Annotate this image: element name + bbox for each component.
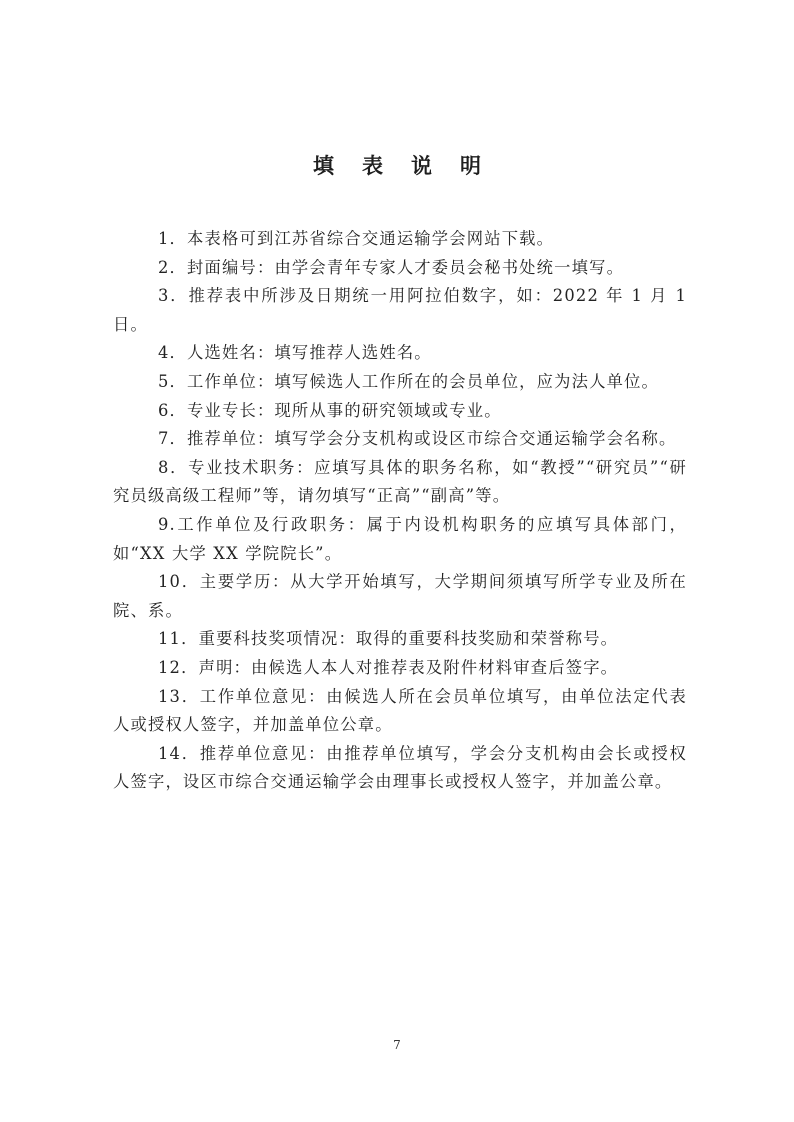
instruction-item-8: 8．专业技术职务：应填写具体的职务名称，如“教授”“研究员”“研究员级高级工程师”等，请勿填写“正高”“副高”等。 xyxy=(113,457,687,506)
instruction-item-6: 6．专业专长：现所从事的研究领域或专业。 xyxy=(158,400,502,420)
page-title: 填表说明 xyxy=(313,153,509,178)
instruction-item-2: 2．封面编号：由学会青年专家人才委员会秘书处统一填写。 xyxy=(158,257,625,277)
instruction-item-5: 5．工作单位：填写候选人工作所在的会员单位，应为法人单位。 xyxy=(158,371,660,391)
instruction-item-7: 7．推荐单位：填写学会分支机构或设区市综合交通运输学会名称。 xyxy=(158,429,677,449)
instruction-item-9: 9.工作单位及行政职务：属于内设机构职务的应填写具体部门，如“XX 大学 XX 学院院长”。 xyxy=(113,514,687,563)
instruction-item-11: 11．重要科技奖项情况：取得的重要科技奖励和荣誉称号。 xyxy=(158,629,619,649)
instruction-item-14: 14．推荐单位意见：由推荐单位填写，学会分支机构由会长或授权人签字，设区市综合交通运输学会由理事长或授权人签字，并加盖公章。 xyxy=(113,743,687,792)
instruction-item-13: 13．工作单位意见：由候选人所在会员单位填写，由单位法定代表人或授权人签字，并加盖单位公章。 xyxy=(113,686,687,735)
instruction-item-3: 3．推荐表中所涉及日期统一用阿拉伯数字，如：2022 年 1 月 1 日。 xyxy=(113,286,687,334)
instruction-list xyxy=(113,225,687,797)
instruction-item-4: 4．人选姓名：填写推荐人选姓名。 xyxy=(158,343,432,363)
page-number: 7 xyxy=(393,1038,401,1052)
instruction-item-12: 12．声明：由候选人本人对推荐表及附件材料审查后签字。 xyxy=(158,657,619,677)
instruction-item-10: 10．主要学历：从大学开始填写，大学期间须填写所学专业及所在院、系。 xyxy=(113,572,687,620)
instruction-item-1: 1．本表格可到江苏省综合交通运输学会网站下载。 xyxy=(158,229,555,248)
